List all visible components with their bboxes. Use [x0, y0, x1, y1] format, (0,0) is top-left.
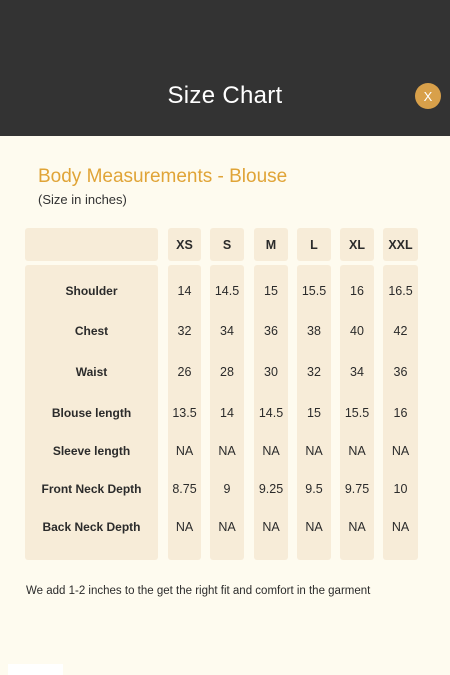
measurement-value: NA	[175, 444, 194, 458]
measurement-value: 30	[264, 365, 278, 379]
measurement-value: 14.5	[214, 284, 240, 298]
measurement-value: 8.75	[172, 482, 197, 496]
row-label: Shoulder	[65, 284, 118, 298]
measurement-value: 15	[307, 406, 321, 420]
corner-patch	[8, 664, 63, 675]
measurement-value: NA	[348, 520, 366, 534]
size-header: S	[222, 237, 232, 252]
size-header: XXL	[388, 237, 413, 252]
measurement-value: 40	[350, 324, 364, 338]
measurement-value: NA	[218, 444, 236, 458]
measurement-value: 9.5	[305, 482, 323, 496]
row-label: Front Neck Depth	[41, 482, 142, 496]
close-button[interactable]: X	[415, 83, 441, 109]
measurement-value: NA	[262, 444, 280, 458]
measurement-value: 13.5	[172, 406, 197, 420]
measurement-value: 34	[350, 365, 364, 379]
section-subheading: (Size in inches)	[38, 192, 127, 207]
measurement-value: NA	[348, 444, 366, 458]
measurement-value: 16	[350, 284, 364, 298]
measurement-value: 38	[307, 324, 321, 338]
modal-title: Size Chart	[167, 82, 283, 109]
measurement-value: 15	[264, 284, 278, 298]
measurement-value: 15.5	[344, 406, 370, 420]
measurement-value: 14	[177, 284, 192, 298]
measurement-value: NA	[305, 444, 323, 458]
measurement-value: NA	[262, 520, 280, 534]
measurement-value: 42	[393, 324, 408, 338]
measurement-value: 14	[220, 406, 234, 420]
measurement-value: 9	[223, 482, 231, 496]
measurement-value: 28	[220, 365, 234, 379]
size-header: M	[265, 237, 277, 252]
measurement-value: 26	[177, 365, 192, 379]
measurement-value: NA	[218, 520, 236, 534]
row-label: Blouse length	[51, 406, 132, 420]
modal-header	[0, 0, 450, 136]
measurement-value: 34	[220, 324, 234, 338]
row-label: Chest	[74, 324, 109, 338]
measurement-value: NA	[391, 444, 410, 458]
size-header: XS	[176, 237, 193, 252]
measurement-value: NA	[305, 520, 323, 534]
measurement-value: 32	[177, 324, 192, 338]
measurement-value: 9.25	[258, 482, 284, 496]
measurement-value: 16.5	[388, 284, 413, 298]
section-heading: Body Measurements - Blouse	[38, 166, 288, 187]
measurement-value: 32	[307, 365, 321, 379]
measurement-value: 9.75	[344, 482, 370, 496]
measurement-value: 36	[264, 324, 278, 338]
measurement-value: 36	[393, 365, 408, 379]
measurement-value: 16	[393, 406, 408, 420]
measurement-value: NA	[175, 520, 194, 534]
measurement-value: NA	[391, 520, 410, 534]
row-label: Sleeve length	[52, 444, 131, 458]
header-label-cell	[25, 228, 158, 261]
measurement-value: 15.5	[301, 284, 327, 298]
row-label: Waist	[75, 365, 108, 379]
measurement-value: 10	[393, 482, 408, 496]
size-header: XL	[349, 237, 365, 252]
size-header: L	[310, 237, 318, 252]
fit-note: We add 1-2 inches to the get the right fit and comfort in the garment	[26, 585, 371, 597]
row-label: Back Neck Depth	[42, 520, 141, 534]
measurement-value: 14.5	[258, 406, 284, 420]
